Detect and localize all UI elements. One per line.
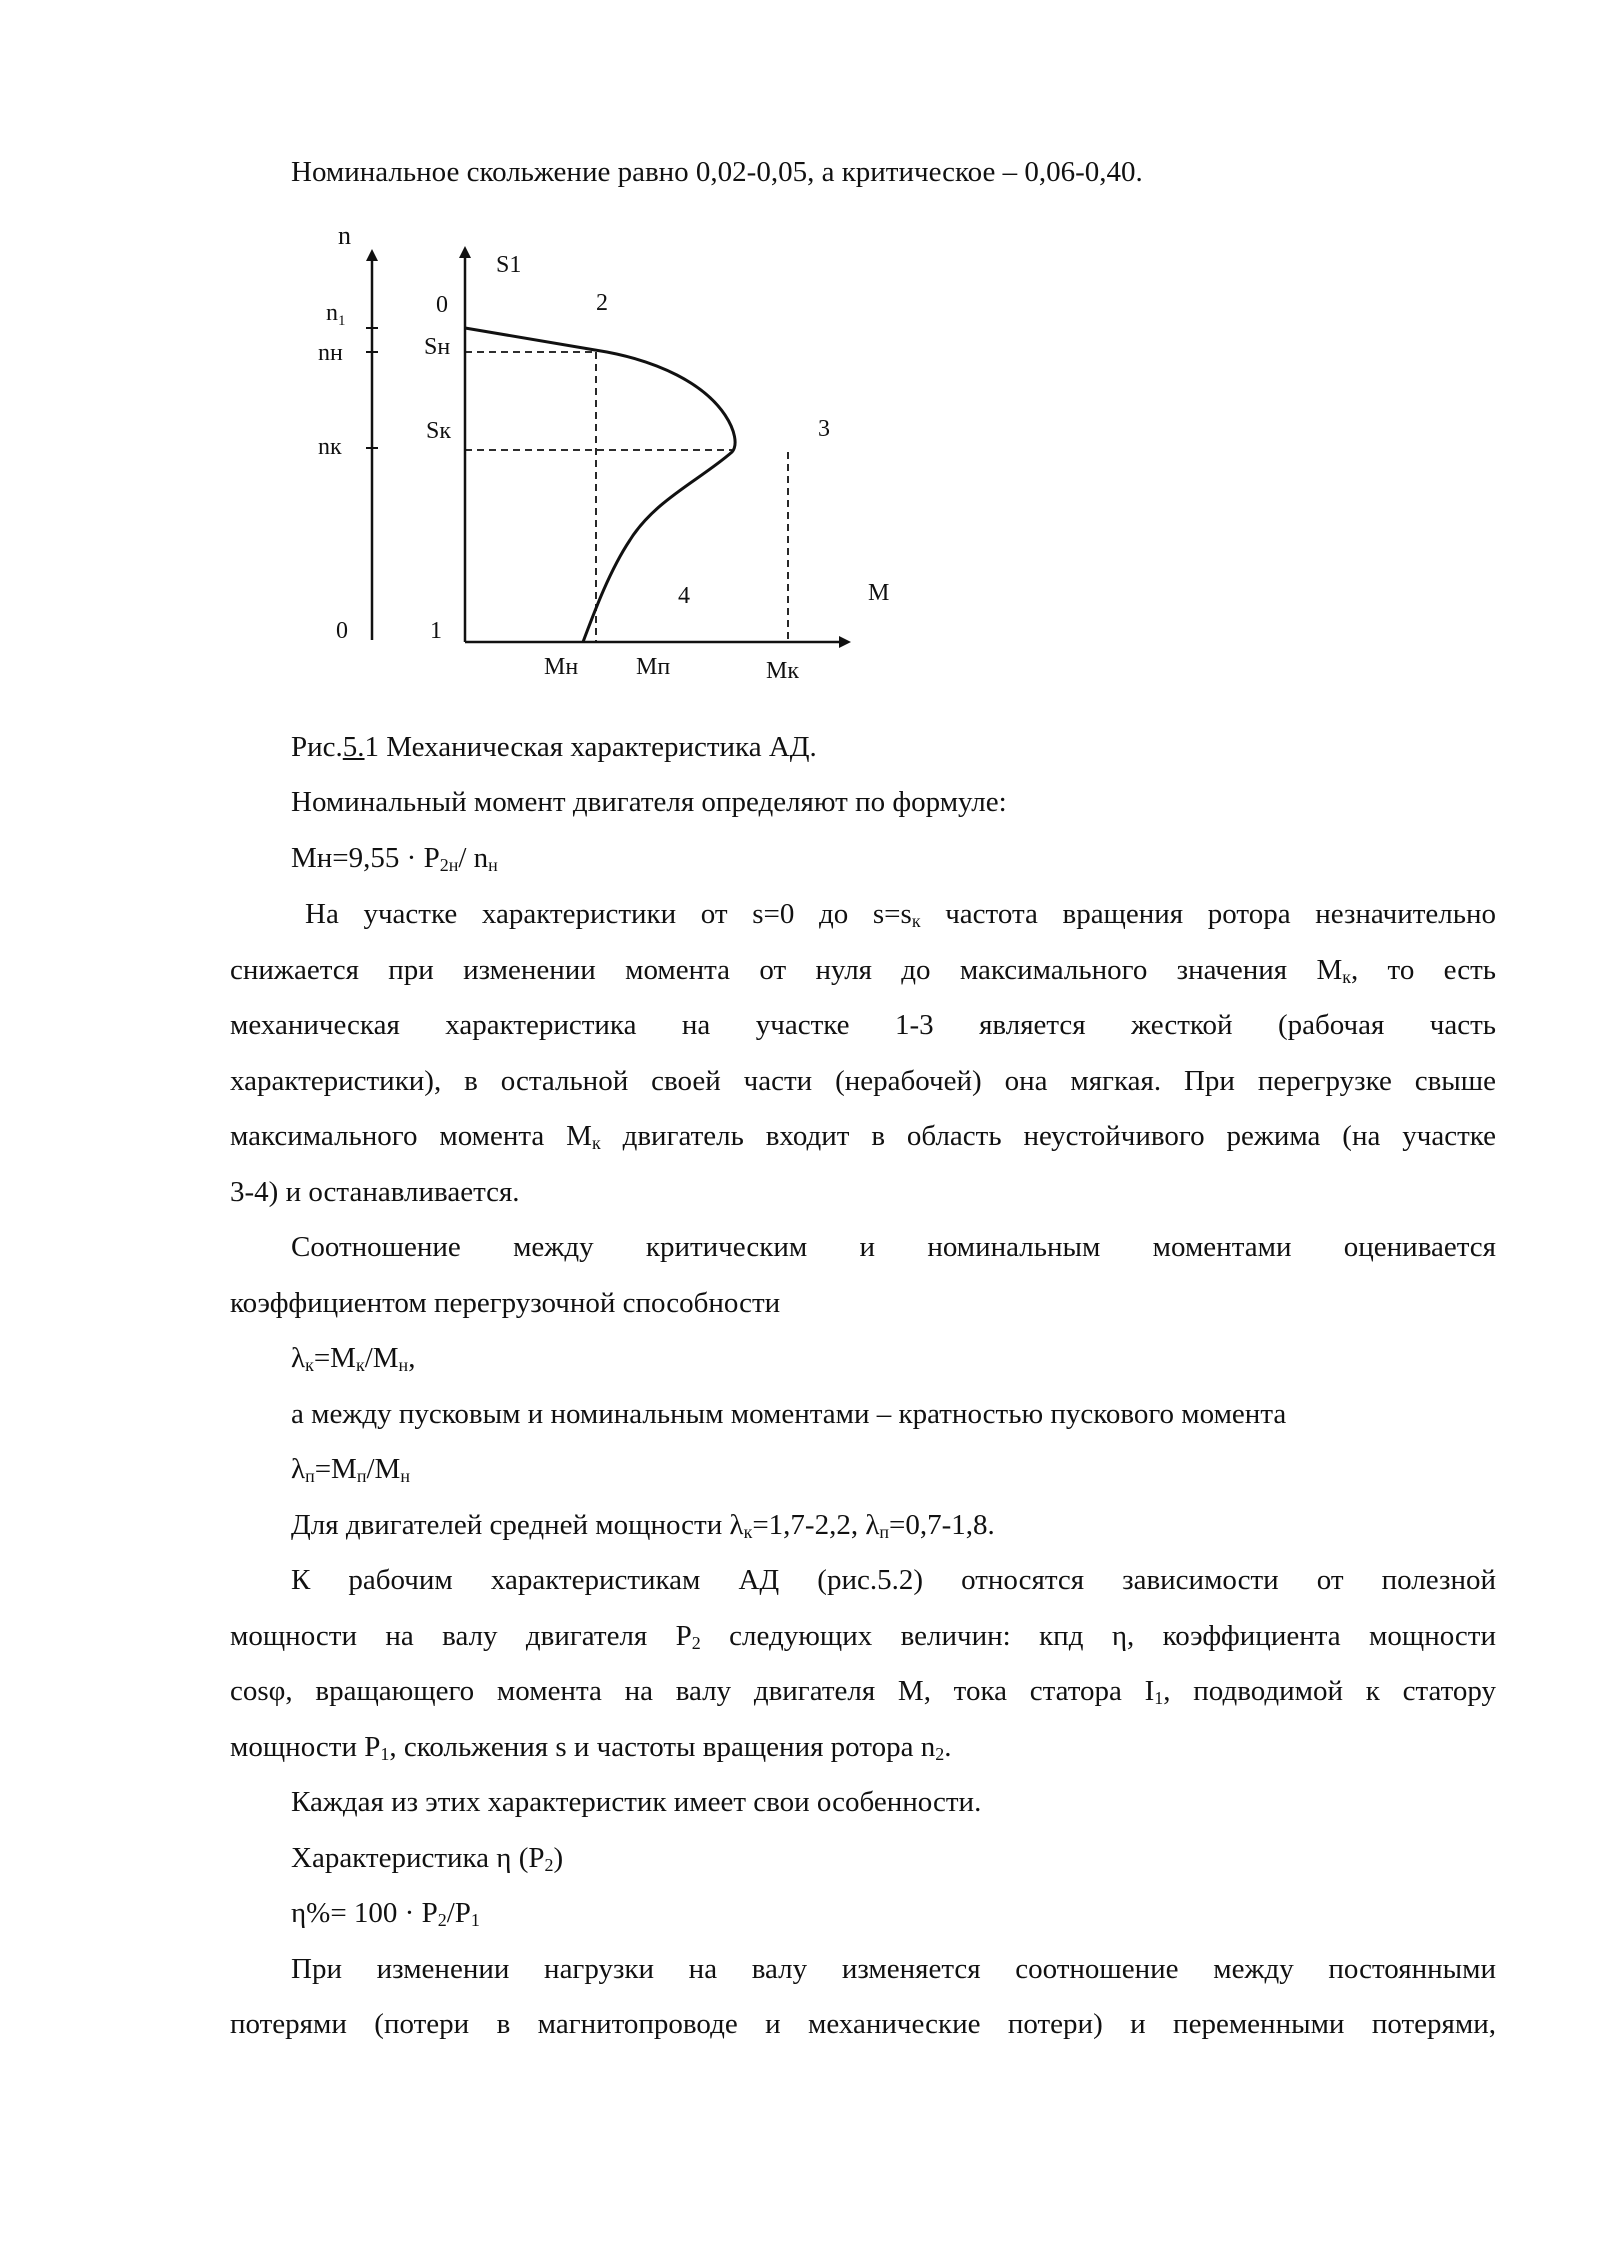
m-axis-label: M bbox=[868, 580, 890, 606]
mn-label: Mн bbox=[544, 654, 579, 680]
nk-label: nк bbox=[318, 434, 342, 460]
nn-label: nн bbox=[318, 340, 343, 366]
paragraph-line: При изменении нагрузки на валу изменяется соотношение между постоянными bbox=[291, 1953, 1496, 1985]
n-axis-label: n bbox=[338, 221, 351, 250]
paragraph-line: коэффициентом перегрузочной способности bbox=[230, 1287, 781, 1319]
paragraph-line: характеристики), в остальной своей части (нерабочей) она мягкая. При перегрузке свыше bbox=[230, 1065, 1496, 1097]
formula-efficiency: $\eta\%= 100 \cdot P_2/P_1$ bbox=[291, 1897, 480, 1930]
sk-label: Sк bbox=[426, 418, 452, 444]
characteristic-curve bbox=[465, 328, 735, 642]
point-4-label: 4 bbox=[678, 583, 690, 609]
paragraph-line: cosφ, вращающего момента на валу двигателя M, тока статора $I_1$, подводимой к статору bbox=[230, 1675, 1496, 1708]
point-2-label: 2 bbox=[596, 290, 608, 316]
text-line: Номинальный момент двигателя определяют по формуле: bbox=[291, 786, 1007, 818]
text-line: Для двигателей средней мощности $\lambda_к=1,7-2,2$, $\lambda_п=0,7-1,8$. bbox=[291, 1509, 995, 1542]
sn-label: Sн bbox=[424, 334, 451, 360]
text-line: Каждая из этих характеристик имеет свои особенности. bbox=[291, 1786, 982, 1818]
n1-label: $n_1$ bbox=[326, 300, 346, 329]
paragraph-line: мощности $P_1$, скольжения s и частоты вращения ротора $n_2$. bbox=[230, 1731, 952, 1764]
paragraph-line: потерями (потери в магнитопроводе и механические потери) и переменными потерями, bbox=[230, 2008, 1496, 2040]
paragraph-line: механическая характеристика на участке 1-3 является жесткой (рабочая часть bbox=[230, 1009, 1496, 1041]
figure-caption: Рис.5.1 Механическая характеристика АД. bbox=[291, 731, 817, 763]
mp-label: Mп bbox=[636, 654, 671, 680]
s-axis-label: S1 bbox=[496, 252, 522, 278]
formula-overload: $\lambda_к=M_к/M_н$, bbox=[291, 1342, 416, 1375]
mechanical-characteristic-figure bbox=[300, 210, 920, 690]
point-3-label: 3 bbox=[818, 416, 830, 442]
paragraph-line: Соотношение между критическим и номинальным моментами оценивается bbox=[291, 1231, 1496, 1263]
paragraph-line: 3-4) и останавливается. bbox=[230, 1176, 520, 1208]
formula-starting: $\lambda_п=M_п/M_н$ bbox=[291, 1453, 410, 1486]
text-line: Характеристика η $(P_2)$ bbox=[291, 1842, 564, 1875]
paragraph-line: На участке характеристики от s=0 до $s=s_к$ частота вращения ротора незначительно bbox=[305, 898, 1496, 931]
text-line: а между пусковым и номинальным моментами – кратностью пускового момента bbox=[291, 1398, 1287, 1430]
paragraph-line: снижается при изменении момента от нуля до максимального значения $M_к$, то есть bbox=[230, 954, 1496, 987]
paragraph-line: максимального момента $M_к$ двигатель входит в область неустойчивого режима (на участке bbox=[230, 1120, 1496, 1153]
mk-label: Mк bbox=[766, 658, 799, 684]
zero-n-label: 0 bbox=[336, 618, 348, 644]
intro-line: Номинальное скольжение равно 0,02-0,05, а критическое – 0,06-0,40. bbox=[291, 156, 1143, 188]
paragraph-line: К рабочим характеристикам АД (рис.5.2) относятся зависимости от полезной bbox=[291, 1564, 1496, 1596]
one-s-label: 1 bbox=[430, 618, 442, 644]
zero-s-label: 0 bbox=[436, 292, 448, 318]
paragraph-line: мощности на валу двигателя $P_2$ следующих величин: кпд η, коэффициента мощности bbox=[230, 1620, 1496, 1653]
formula-nominal-torque: $Mн=9,55 \cdot P_{2н}/$ $n_н$ bbox=[291, 842, 498, 875]
